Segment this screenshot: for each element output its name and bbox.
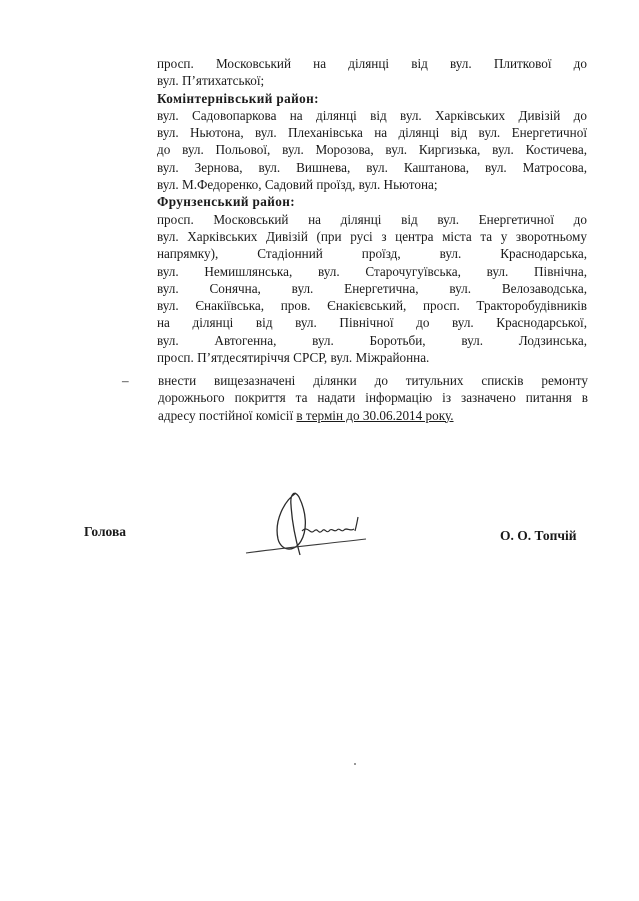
district-street-line: до вул. Польової, вул. Морозова, вул. Киргизька, вул. Костичева, bbox=[157, 142, 587, 158]
signer-name: О. О. Топчій bbox=[500, 528, 577, 543]
dash-marker: – bbox=[122, 373, 129, 388]
scan-speck bbox=[354, 763, 356, 765]
district-street-line: просп. П’ятдесятиріччя СРСР, вул. Міжрайонна. bbox=[157, 350, 430, 366]
document-body bbox=[157, 55, 587, 366]
district-street-line: вул. Автогенна, вул. Боротьби, вул. Лодзинська, bbox=[157, 332, 587, 348]
instruction-line-prefix: адресу постійної комісії bbox=[158, 407, 297, 423]
position-label: Голова bbox=[84, 524, 127, 539]
signature-row bbox=[0, 524, 639, 564]
district-street-line: вул. Сонячна, вул. Енергетична, вул. Велозаводська, bbox=[157, 280, 587, 296]
district-street-line: вул. Єнакіївська, пров. Єнакієвський, просп. Тракторобудівників bbox=[157, 298, 587, 314]
instruction-line: внести вищезазначені ділянки до титульних списків ремонту bbox=[158, 373, 588, 388]
intro-line: просп. Московський на ділянці від вул. Плиткової до bbox=[157, 56, 587, 71]
deadline-text: в термін до 30.06.2014 року. bbox=[296, 407, 454, 423]
district-street-line: вул. Ньютона, вул. Плеханівська на ділянці від вул. Енергетичної bbox=[157, 125, 587, 141]
instruction-line bbox=[158, 407, 588, 424]
district-street-line: вул. М.Федоренко, Садовий проїзд, вул. Ньютона; bbox=[157, 177, 438, 193]
instruction-line: дорожнього покриття та надати інформацію із зазначено питання в bbox=[158, 390, 588, 406]
district-street-line: вул. Зернова, вул. Вишнева, вул. Каштанова, вул. Матросова, bbox=[157, 159, 587, 175]
intro-line: вул. П’ятихатської; bbox=[157, 73, 265, 89]
district-street-line: на ділянці від вул. Північної до вул. Краснодарської, bbox=[157, 315, 587, 331]
district-heading: Комінтернівський район: bbox=[157, 90, 319, 106]
district-street-line: вул. Харківських Дивізій (при русі з центра міста та у зворотньому bbox=[157, 228, 587, 244]
district-street-line: вул. Немишлянська, вул. Старочугуївська, вул. Північна, bbox=[157, 263, 587, 279]
district-street-line: напрямку), Стадіонний проїзд, вул. Краснодарська, bbox=[157, 246, 587, 262]
district-street-line: просп. Московський на ділянці від вул. Енергетичної до bbox=[157, 211, 587, 227]
district-street-line: вул. Садовопаркова на ділянці від вул. Харківських Дивізій до bbox=[157, 107, 587, 123]
district-heading: Фрунзенський район: bbox=[157, 194, 296, 210]
instruction-text bbox=[158, 372, 588, 424]
instruction-item bbox=[122, 372, 588, 424]
